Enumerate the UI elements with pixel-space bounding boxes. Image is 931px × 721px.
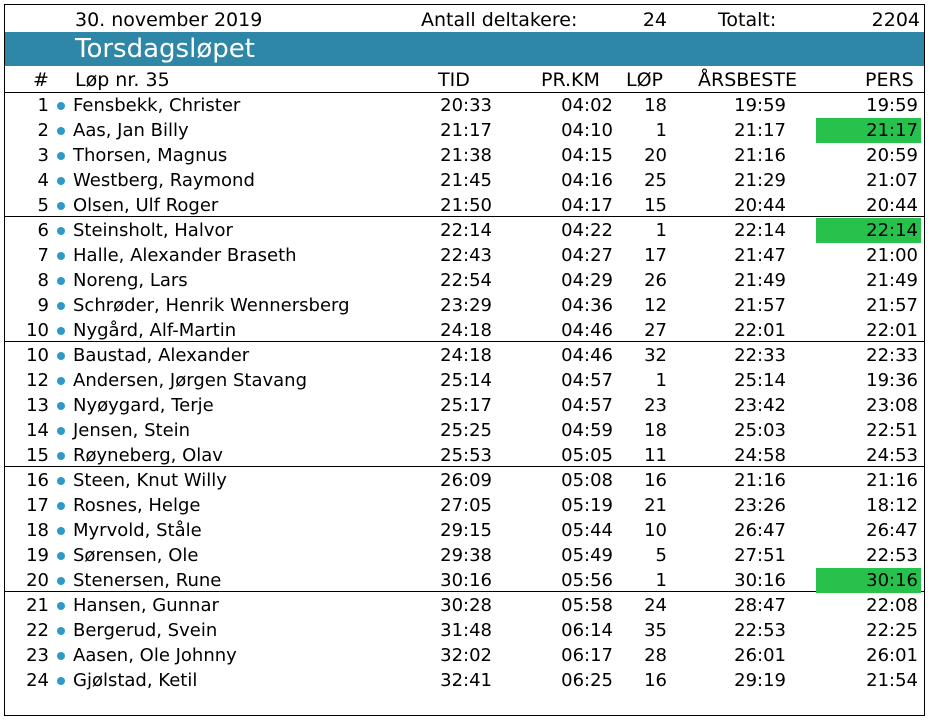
time: 25:25 <box>440 420 492 441</box>
rank: 3 <box>37 145 49 166</box>
race-count: 27 <box>644 320 667 341</box>
runner-name: Gjølstad, Ketil <box>73 670 198 691</box>
table-row <box>5 593 924 618</box>
personal-best: 21:54 <box>866 670 918 691</box>
rank: 5 <box>37 195 49 216</box>
time: 26:09 <box>440 470 492 491</box>
rank: 17 <box>26 495 49 516</box>
pace-per-km: 04:15 <box>561 145 613 166</box>
rank: 23 <box>26 645 49 666</box>
bullet-icon <box>57 427 65 435</box>
table-row <box>5 218 924 243</box>
personal-best: 30:16 <box>816 568 921 593</box>
race-count: 5 <box>655 545 667 566</box>
rank: 10 <box>26 320 49 341</box>
pace-per-km: 04:59 <box>561 420 613 441</box>
bullet-icon <box>57 327 65 335</box>
season-best: 22:01 <box>734 320 786 341</box>
rank: 21 <box>26 595 49 616</box>
season-best: 26:47 <box>734 520 786 541</box>
runner-name: Nygård, Alf-Martin <box>73 320 237 341</box>
time: 20:33 <box>440 95 492 116</box>
season-best: 26:01 <box>734 645 786 666</box>
season-best: 21:47 <box>734 245 786 266</box>
race-count: 18 <box>644 95 667 116</box>
pace-per-km: 04:22 <box>561 220 613 241</box>
runner-name: Stenersen, Rune <box>73 570 222 591</box>
runner-name: Røyneberg, Olav <box>73 445 223 466</box>
rank: 16 <box>26 470 49 491</box>
rank: 14 <box>26 420 49 441</box>
pace-per-km: 06:17 <box>561 645 613 666</box>
race-count: 20 <box>644 145 667 166</box>
table-row <box>5 243 924 268</box>
runner-name: Sørensen, Ole <box>73 545 199 566</box>
race-count: 11 <box>644 445 667 466</box>
participants-label: Antall deltakere: <box>421 9 578 31</box>
participants-count: 24 <box>642 9 667 31</box>
bullet-icon <box>57 152 65 160</box>
rank: 6 <box>37 220 49 241</box>
runner-name: Noreng, Lars <box>73 270 188 291</box>
personal-best: 26:01 <box>866 645 918 666</box>
personal-best: 22:14 <box>816 218 921 243</box>
personal-best: 21:57 <box>866 295 918 316</box>
personal-best: 22:53 <box>866 545 918 566</box>
bullet-icon <box>57 277 65 285</box>
race-count: 1 <box>655 220 667 241</box>
col-header-race: Løp nr. 35 <box>75 69 170 91</box>
pace-per-km: 05:49 <box>561 545 613 566</box>
race-count: 32 <box>644 345 667 366</box>
season-best: 22:14 <box>734 220 786 241</box>
col-header-num: # <box>33 69 49 91</box>
rank: 1 <box>37 95 49 116</box>
table-row <box>5 418 924 443</box>
runner-name: Halle, Alexander Braseth <box>73 245 297 266</box>
total-label: Totalt: <box>718 9 777 31</box>
bullet-icon <box>57 302 65 310</box>
table-row <box>5 543 924 568</box>
rank: 2 <box>37 120 49 141</box>
race-count: 28 <box>644 645 667 666</box>
bullet-icon <box>57 477 65 485</box>
race-count: 24 <box>644 595 667 616</box>
personal-best: 21:07 <box>866 170 918 191</box>
personal-best: 22:51 <box>866 420 918 441</box>
runner-name: Schrøder, Henrik Wennersberg <box>73 295 350 316</box>
runner-name: Fensbekk, Christer <box>73 95 241 116</box>
race-count: 17 <box>644 245 667 266</box>
table-row <box>5 618 924 643</box>
runner-name: Baustad, Alexander <box>73 345 250 366</box>
rank: 15 <box>26 445 49 466</box>
table-row <box>5 493 924 518</box>
pace-per-km: 04:10 <box>561 120 613 141</box>
personal-best: 22:01 <box>866 320 918 341</box>
race-count: 35 <box>644 620 667 641</box>
col-header-arsbeste: ÅRSBESTE <box>698 69 797 91</box>
time: 22:43 <box>440 245 492 266</box>
race-count: 15 <box>644 195 667 216</box>
season-best: 25:03 <box>734 420 786 441</box>
time: 24:18 <box>440 320 492 341</box>
bullet-icon <box>57 352 65 360</box>
time: 23:29 <box>440 295 492 316</box>
personal-best: 21:16 <box>866 470 918 491</box>
table-row <box>5 318 924 343</box>
race-count: 10 <box>644 520 667 541</box>
season-best: 21:29 <box>734 170 786 191</box>
pace-per-km: 04:17 <box>561 195 613 216</box>
race-date: 30. november 2019 <box>75 9 263 31</box>
personal-best: 20:44 <box>866 195 918 216</box>
bullet-icon <box>57 577 65 585</box>
table-row <box>5 268 924 293</box>
runner-name: Bergerud, Svein <box>73 620 218 641</box>
rank: 7 <box>37 245 49 266</box>
time: 21:45 <box>440 170 492 191</box>
pace-per-km: 05:19 <box>561 495 613 516</box>
time: 22:54 <box>440 270 492 291</box>
pace-per-km: 05:56 <box>561 570 613 591</box>
personal-best: 22:08 <box>866 595 918 616</box>
pace-per-km: 04:29 <box>561 270 613 291</box>
personal-best: 21:00 <box>866 245 918 266</box>
runner-name: Olsen, Ulf Roger <box>73 195 219 216</box>
pace-per-km: 05:05 <box>561 445 613 466</box>
pace-per-km: 04:57 <box>561 370 613 391</box>
personal-best: 19:36 <box>866 370 918 391</box>
rank: 13 <box>26 395 49 416</box>
runner-name: Westberg, Raymond <box>73 170 255 191</box>
time: 24:18 <box>440 345 492 366</box>
col-header-prkm: PR.KM <box>541 69 600 91</box>
bullet-icon <box>57 202 65 210</box>
table-row <box>5 568 924 593</box>
bullet-icon <box>57 102 65 110</box>
personal-best: 23:08 <box>866 395 918 416</box>
pace-per-km: 04:36 <box>561 295 613 316</box>
pace-per-km: 05:58 <box>561 595 613 616</box>
season-best: 28:47 <box>734 595 786 616</box>
season-best: 21:49 <box>734 270 786 291</box>
time: 32:41 <box>440 670 492 691</box>
race-count: 12 <box>644 295 667 316</box>
race-count: 1 <box>655 570 667 591</box>
col-header-lop: LØP <box>626 69 663 91</box>
title-banner <box>5 32 924 66</box>
col-header-pers: PERS <box>865 69 914 91</box>
pace-per-km: 05:44 <box>561 520 613 541</box>
personal-best: 19:59 <box>866 95 918 116</box>
pace-per-km: 04:46 <box>561 320 613 341</box>
season-best: 20:44 <box>734 195 786 216</box>
season-best: 27:51 <box>734 545 786 566</box>
time: 30:16 <box>440 570 492 591</box>
rank: 9 <box>37 295 49 316</box>
race-count: 18 <box>644 420 667 441</box>
pace-per-km: 04:27 <box>561 245 613 266</box>
race-count: 1 <box>655 120 667 141</box>
race-count: 21 <box>644 495 667 516</box>
time: 25:17 <box>440 395 492 416</box>
season-best: 21:16 <box>734 470 786 491</box>
time: 31:48 <box>440 620 492 641</box>
personal-best: 21:49 <box>866 270 918 291</box>
bullet-icon <box>57 227 65 235</box>
rank: 8 <box>37 270 49 291</box>
table-row <box>5 468 924 493</box>
season-best: 22:33 <box>734 345 786 366</box>
table-row <box>5 368 924 393</box>
bullet-icon <box>57 127 65 135</box>
season-best: 23:42 <box>734 395 786 416</box>
time: 25:53 <box>440 445 492 466</box>
table-row <box>5 518 924 543</box>
table-row <box>5 193 924 218</box>
bullet-icon <box>57 402 65 410</box>
rank: 24 <box>26 670 49 691</box>
bullet-icon <box>57 452 65 460</box>
race-count: 1 <box>655 370 667 391</box>
pace-per-km: 06:14 <box>561 620 613 641</box>
bullet-icon <box>57 502 65 510</box>
season-best: 22:53 <box>734 620 786 641</box>
bullet-icon <box>57 602 65 610</box>
time: 21:38 <box>440 145 492 166</box>
season-best: 29:19 <box>734 670 786 691</box>
time: 27:05 <box>440 495 492 516</box>
pace-per-km: 04:46 <box>561 345 613 366</box>
runner-name: Aas, Jan Billy <box>73 120 189 141</box>
season-best: 19:59 <box>734 95 786 116</box>
runner-name: Steinsholt, Halvor <box>73 220 233 241</box>
runner-name: Hansen, Gunnar <box>73 595 219 616</box>
runner-name: Rosnes, Helge <box>73 495 201 516</box>
total-count: 2204 <box>871 9 920 31</box>
bullet-icon <box>57 627 65 635</box>
time: 22:14 <box>440 220 492 241</box>
table-row <box>5 168 924 193</box>
table-row <box>5 343 924 368</box>
rank: 4 <box>37 170 49 191</box>
time: 29:38 <box>440 545 492 566</box>
pace-per-km: 04:16 <box>561 170 613 191</box>
rank: 19 <box>26 545 49 566</box>
page-title: Torsdagsløpet <box>75 34 255 64</box>
race-count: 23 <box>644 395 667 416</box>
race-count: 16 <box>644 670 667 691</box>
rank: 10 <box>26 345 49 366</box>
personal-best: 22:33 <box>866 345 918 366</box>
time: 21:17 <box>440 120 492 141</box>
bullet-icon <box>57 252 65 260</box>
table-row <box>5 443 924 468</box>
personal-best: 20:59 <box>866 145 918 166</box>
race-count: 25 <box>644 170 667 191</box>
season-best: 21:57 <box>734 295 786 316</box>
runner-name: Myrvold, Ståle <box>73 520 202 541</box>
runner-name: Steen, Knut Willy <box>73 470 227 491</box>
col-header-tid: TID <box>438 69 470 91</box>
table-row <box>5 293 924 318</box>
table-row <box>5 393 924 418</box>
bullet-icon <box>57 177 65 185</box>
table-row <box>5 643 924 668</box>
table-row <box>5 143 924 168</box>
runner-name: Nyøygard, Terje <box>73 395 214 416</box>
race-count: 26 <box>644 270 667 291</box>
personal-best: 24:53 <box>866 445 918 466</box>
rank: 18 <box>26 520 49 541</box>
rank: 12 <box>26 370 49 391</box>
time: 21:50 <box>440 195 492 216</box>
personal-best: 22:25 <box>866 620 918 641</box>
bullet-icon <box>57 652 65 660</box>
runner-name: Thorsen, Magnus <box>73 145 228 166</box>
table-row <box>5 93 924 118</box>
pace-per-km: 04:02 <box>561 95 613 116</box>
pace-per-km: 04:57 <box>561 395 613 416</box>
season-best: 30:16 <box>734 570 786 591</box>
season-best: 24:58 <box>734 445 786 466</box>
bullet-icon <box>57 527 65 535</box>
bullet-icon <box>57 377 65 385</box>
time: 32:02 <box>440 645 492 666</box>
runner-name: Andersen, Jørgen Stavang <box>73 370 307 391</box>
time: 30:28 <box>440 595 492 616</box>
bullet-icon <box>57 677 65 685</box>
season-best: 21:17 <box>734 120 786 141</box>
personal-best: 21:17 <box>816 118 921 143</box>
bullet-icon <box>57 552 65 560</box>
season-best: 23:26 <box>734 495 786 516</box>
personal-best: 18:12 <box>866 495 918 516</box>
pace-per-km: 05:08 <box>561 470 613 491</box>
runner-name: Jensen, Stein <box>73 420 191 441</box>
rank: 22 <box>26 620 49 641</box>
season-best: 21:16 <box>734 145 786 166</box>
time: 29:15 <box>440 520 492 541</box>
race-count: 16 <box>644 470 667 491</box>
runner-name: Aasen, Ole Johnny <box>73 645 237 666</box>
season-best: 25:14 <box>734 370 786 391</box>
pace-per-km: 06:25 <box>561 670 613 691</box>
time: 25:14 <box>440 370 492 391</box>
table-row <box>5 118 924 143</box>
personal-best: 26:47 <box>866 520 918 541</box>
table-row <box>5 668 924 693</box>
rank: 20 <box>26 570 49 591</box>
